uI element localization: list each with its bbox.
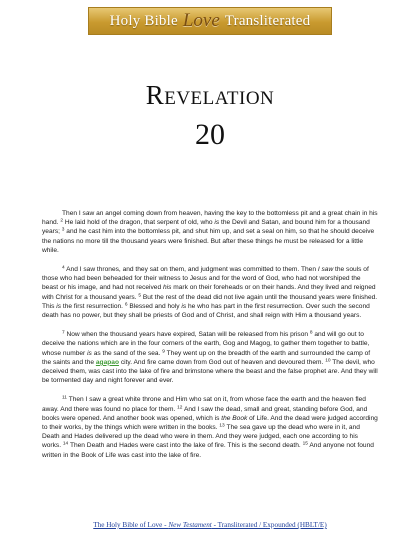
chapter-number: 20 (195, 118, 225, 151)
paragraph (42, 330, 378, 385)
verse-text: the souls of those who had been beheaded for their witness to Jesus and for the word of God, who had not worshiped the beast or his image, and had not received (42, 266, 369, 292)
verse-number: 5 (138, 293, 142, 299)
book-title: Revelation (145, 80, 275, 110)
verse-number: 6 (124, 302, 128, 308)
verse-text: The devil, who deceived them, was cast into the lake of fire and brimstone where the beast and the false prophet (42, 358, 375, 376)
verse-number: 2 (60, 218, 64, 224)
italic-text: is (87, 349, 92, 357)
italic-text: are (327, 368, 338, 376)
verse-text: But the rest of the dead did not live again until the thousand years were finished. This (42, 293, 378, 310)
banner-text-transliterated: Transliterated (224, 12, 311, 29)
verse-text: . And they will be tormented day and night forever and ever. (42, 368, 378, 385)
verse-text: And I saw thrones, and they sat on them, and judgment was committed to them. Then (64, 266, 318, 274)
verse-text: Then I saw an angel coming down from heaven, having the key to the bottomless pit and a great chain in his hand. (42, 210, 378, 227)
verse-number: 9 (162, 349, 165, 355)
verse-text: mark on their foreheads or on their hands. And they lived and reigned with Christ for a thousand years. (42, 284, 376, 301)
verse-text: and he cast him into the bottomless pit, and shut him up, and set a seal on him, so that he should deceive the nations no more till the thousand years were finished. But after these things he must be released for a little while. (42, 228, 375, 254)
italic-text: is (214, 219, 220, 227)
italic-text: his (162, 284, 172, 292)
footer-prefix: The Holy Bible of Love - (93, 521, 169, 529)
verse-number: 12 (177, 405, 183, 411)
verse-number: 8 (309, 330, 313, 336)
verse-text: And I saw the dead, small and great, standing before God, and books were opened. And another book was opened, which is (42, 405, 368, 422)
footer-italic: New Testament (168, 521, 212, 529)
verse-text: The sea gave up the dead who were in it, and Death and Hades delivered up the dead who were in them. And they were judged, each one according to his works. (42, 424, 360, 450)
verse-text: Now when the thousand years have expired, Satan will be released from his prison (64, 331, 310, 339)
italic-text: is (56, 302, 62, 310)
verse-text: the Devil and Satan, and bound him for a thousand years; (42, 219, 370, 236)
verse-text: as the sand of the sea. (91, 349, 163, 357)
verse-text: He laid hold of the dragon, that serpent of old, who (63, 219, 215, 227)
verse-number: 10 (325, 358, 331, 364)
verse-text: Then Death and Hades were cast into the lake of fire. This is the second death. (68, 442, 303, 450)
banner-text-holy-bible: Holy Bible (109, 12, 178, 29)
footer-suffix: - Transliterated / Expounded (HBLT/E) (211, 521, 327, 529)
paragraph (42, 395, 378, 459)
italic-text: I saw (317, 266, 334, 274)
paragraph (42, 265, 378, 320)
italic-text: the Book (221, 414, 248, 422)
verse-text: and will go out to deceive the nations which are in the four corners of the earth, Gog and Magog, to gather them together to battle, whose number (42, 331, 370, 357)
verse-text: he who has part in the first resurrection. Over such the second death has no power, but they shall be priests of God and of Christ, and shall reign with Him a thousand years. (42, 302, 370, 320)
verse-number: 11 (62, 395, 67, 401)
italic-text: is (181, 302, 187, 310)
verse-text: of Life. And the dead were judged according to their works, by the things which were written in the books. (42, 414, 378, 432)
verse-text: Blessed and holy (127, 302, 182, 310)
agapao-highlight: agapao (95, 358, 119, 366)
verse-number: 3 (61, 227, 65, 233)
verse-number: 15 (302, 441, 308, 447)
paragraph (42, 209, 378, 255)
verse-number: 4 (62, 265, 65, 271)
site-banner (88, 7, 332, 35)
verse-number: 14 (62, 441, 69, 447)
verse-text: city. And fire came down from God out of heaven and devoured them. (118, 358, 326, 366)
verse-text: They went up on the breadth of the earth and surrounded the camp of the saints and the (42, 349, 371, 366)
verse-text: Then I saw a great white throne and Him who sat on it, from whose face the earth and the heaven fled away. And there was found no place for them. (42, 396, 366, 413)
footer-link[interactable] (0, 521, 420, 529)
banner-text-love: Love (182, 10, 220, 31)
verse-text: And anyone not found written in the Book of Life was cast into the lake of fire. (42, 442, 374, 459)
verse-number: 7 (62, 330, 65, 336)
verse-text: the first resurrection. (61, 302, 125, 310)
verse-number: 13 (219, 423, 225, 429)
scripture-text (42, 209, 378, 470)
